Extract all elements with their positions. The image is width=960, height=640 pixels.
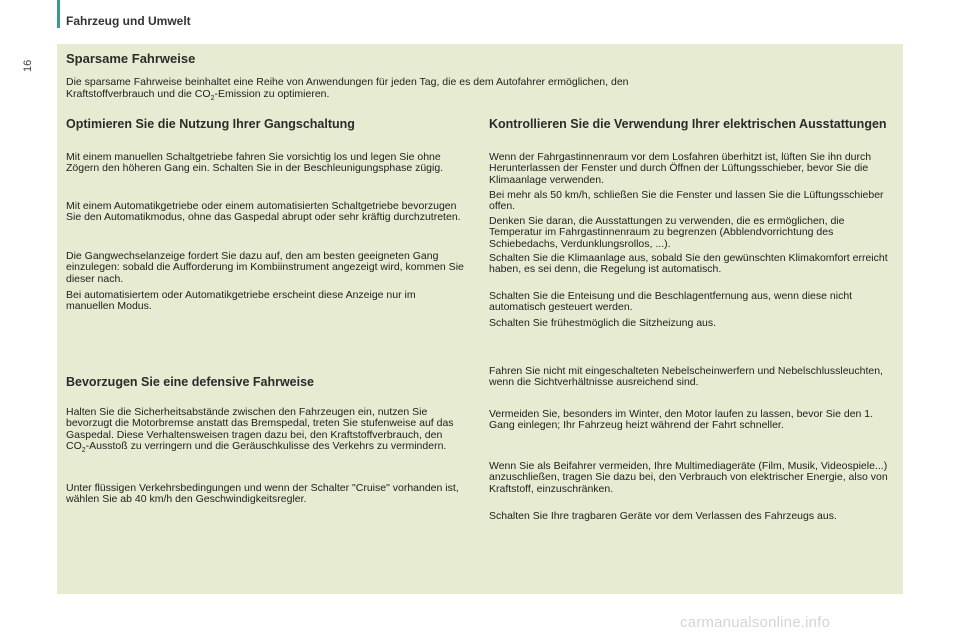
watermark: carmanualsonline.info [680,614,831,631]
paragraph-electrical-6: Schalten Sie frühestmöglich die Sitzheizung aus. [489,317,717,329]
paragraph-gear-1: Mit einem manuellen Schaltgetriebe fahren Sie vorsichtig los und legen Sie ohne Zögern den höheren Gang ein. Schalten Sie in der Beschleunigungsphase zügig. [66,151,444,175]
section-accent-bar [57,0,60,28]
paragraph-gear-2: Mit einem Automatikgetriebe oder einem automatisierten Schaltgetriebe bevorzugen Sie den Automatikmodus, ohne das Gaspedal abrupt oder sehr kräftig durchzutreten. [66,200,461,224]
paragraph-gear-4: Bei automatisiertem oder Automatikgetriebe erscheint diese Anzeige nur im manuellen Modus. [66,289,416,313]
heading-electrical-equipment: Kontrollieren Sie die Verwendung Ihrer elektrischen Ausstattungen [489,117,887,131]
intro-text: Die sparsame Fahrweise beinhaltet eine Reihe von Anwendungen für jeden Tag, die es dem Autofahrer ermöglichen, den Kraftstoffverbrauch und die $CO_2$-Emission zu optimieren. [66,76,629,103]
paragraph-more-3: Wenn Sie als Beifahrer vermeiden, Ihre Multimediageräte (Film, Musik, Videospiele...) anzuschließen, tragen Sie dazu bei, den Verbrauch von elektrischer Energie, also von Kraftstoff, einzuschränken. [489,460,888,495]
paragraph-defensive-2: Unter flüssigen Verkehrsbedingungen und wenn der Schalter "Cruise" vorhanden ist, wählen Sie ab 40 km/h den Geschwindigkeitsregler. [66,482,459,506]
heading-defensive-driving: Bevorzugen Sie eine defensive Fahrweise [66,375,315,389]
paragraph-electrical-4: Schalten Sie die Klimaanlage aus, sobald Sie den gewünschten Klimakomfort erreicht haben, es sei denn, die Regelung ist automatisch. [489,252,888,276]
paragraph-electrical-3: Denken Sie daran, die Ausstattungen zu verwenden, die es ermöglichen, die Temperatur im Fahrgastinnenraum zu begrenzen (Abblendvorrichtung des Schiebedachs, Verdunklungsrollos, ...). [489,215,845,250]
section-title: Fahrzeug und Umwelt [66,14,191,28]
paragraph-electrical-2: Bei mehr als 50 km/h, schließen Sie die Fenster und lassen Sie die Lüftungsschieber offen. [489,189,884,213]
paragraph-more-2: Vermeiden Sie, besonders im Winter, den Motor laufen zu lassen, bevor Sie den 1. Gang einlegen; Ihr Fahrzeug heizt während der Fahrt schneller. [489,408,874,432]
page-number: 16 [22,59,34,72]
paragraph-gear-3: Die Gangwechselanzeige fordert Sie dazu auf, den am besten geeigneten Gang einzulegen: sobald die Aufforderung im Kombiinstrument angezeigt wird, kommen Sie dieser nach. [66,250,464,285]
paragraph-electrical-5: Schalten Sie die Enteisung und die Beschlagentfernung aus, wenn diese nicht automatisch gesteuert werden. [489,290,853,314]
paragraph-more-4: Schalten Sie Ihre tragbaren Geräte vor dem Verlassen des Fahrzeugs aus. [489,510,837,522]
paragraph-more-1: Fahren Sie nicht mit eingeschalteten Nebelscheinwerfern und Nebelschlussleuchten, wenn die Sichtverhältnisse ausreichend sind. [489,365,883,389]
main-title: Sparsame Fahrweise [66,51,196,66]
paragraph-electrical-1: Wenn der Fahrgastinnenraum vor dem Losfahren überhitzt ist, lüften Sie ihn durch Herunterlassen der Fenster und durch Öffnen der Lüftungsschieber, bevor Sie die Klimaanlage verwenden. [489,151,872,186]
heading-gear-shift: Optimieren Sie die Nutzung Ihrer Gangschaltung [66,117,355,131]
paragraph-defensive-1: Halten Sie die Sicherheitsabstände zwischen den Fahrzeugen ein, nutzen Sie bevorzugt die Motorbremse anstatt das Bremspedal, treten Sie stufenweise auf das Gaspedal. Diese Verhaltensweisen tragen dazu bei, den Kraftstoffverbrauch, den $CO_2$-Ausstoß zu verringern und die Geräuschkulisse des Verkehrs zu vermindern. [66,406,454,455]
